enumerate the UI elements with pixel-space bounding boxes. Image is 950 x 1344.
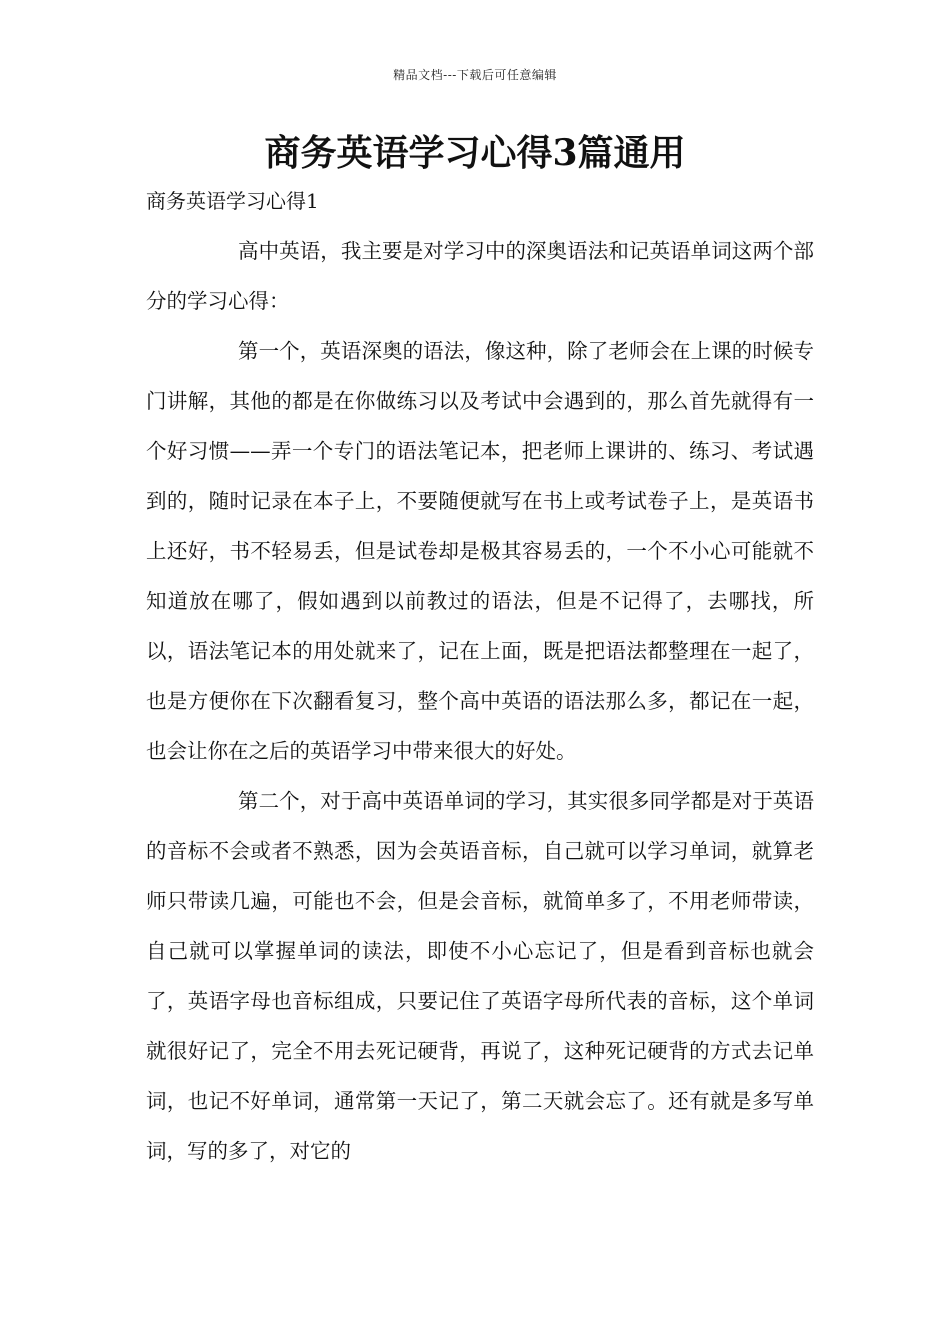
paragraph-2: 第一个，英语深奥的语法，像这种，除了老师会在上课的时候专门讲解，其他的都是在你做练习以及考试中会遇到的，那么首先就得有一个好习惯——弄一个专门的语法笔记本，把老师上课讲的、练习、考试遇到的，随时记录在本子上，不要随便就写在书上或考试卷子上，是英语书上还好，书不轻易丢，但是试卷却是极其容易丢的，一个不小心可能就不知道放在哪了，假如遇到以前教过的语法，但是不记得了，去哪找，所以，语法笔记本的用处就来了，记在上面，既是把语法都整理在一起了，也是方便你在下次翻看复习，整个高中英语的语法那么多，都记在一起，也会让你在之后的英语学习中带来很大的好处。 [146, 339, 814, 763]
section-subtitle: 商务英语学习心得1 [146, 189, 319, 213]
paragraph-3: 第二个，对于高中英语单词的学习，其实很多同学都是对于英语的音标不会或者不熟悉，因为会英语音标，自己就可以学习单词，就算老师只带读几遍，可能也不会，但是会音标，就简单多了，不用老师带读，自己就可以掌握单词的读法，即使不小心忘记了，但是看到音标也就会了，英语字母也音标组成，只要记住了英语字母所代表的音标，这个单词就很好记了，完全不用去死记硬背，再说了，这种死记硬背的方式去记单词，也记不好单词，通常第一天记了，第二天就会忘了。还有就是多写单词，写的多了，对它的 [146, 789, 814, 1163]
document-title: 商务英语学习心得3篇通用 [264, 132, 686, 174]
body-text [146, 226, 814, 1176]
paragraph-1: 高中英语，我主要是对学习中的深奥语法和记英语单词这两个部分的学习心得： [146, 239, 814, 313]
header-note: 精品文档---下载后可任意编辑 [393, 68, 557, 82]
